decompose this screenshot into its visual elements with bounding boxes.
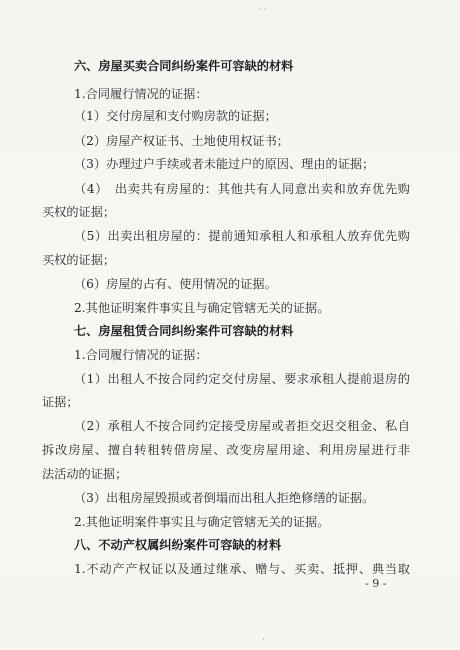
paragraph-line: （5）出卖出租房屋的：提前通知承租人和承租人放弃优先购 [74,229,410,243]
paragraph-line: 买权的证据； [42,253,116,267]
paragraph-line: （6）房屋的占有、使用情况的证据。 [74,277,277,291]
paragraph-line: （2）承租人不按合同约定接受房屋或者拒交迟交租金、私自 [74,419,410,433]
section-heading-6: 六、房屋买卖合同纠纷案件可容缺的材料 [74,59,294,73]
paragraph-line: 2.其他证明案件事实且与确定管辖无关的证据。 [74,515,330,529]
section-heading-7: 七、房屋租赁合同纠纷案件可容缺的材料 [74,324,294,338]
paragraph-line: 1.合同履行情况的证据： [74,87,208,101]
paragraph-line: （1）交付房屋和支付购房款的证据； [74,109,277,123]
scan-marks-bottom: · [262,635,265,645]
scan-marks-top: · · [258,5,267,15]
paragraph-line: （2）房屋产权证书、土地使用权证书； [74,134,289,148]
paragraph-line: （3）出租房屋毁损或者倒塌而出租人拒绝修缮的证据。 [74,491,375,505]
paragraph-line: 1.合同履行情况的证据： [74,348,208,362]
paragraph-line: 拆改房屋、擅自转租转借房屋、改变房屋用途、利用房屋进行非 [42,443,410,457]
paragraph-line: （4） 出卖共有房屋的：其他共有人同意出卖和放弃优先购 [74,182,410,196]
paragraph-line: 买权的证据； [42,205,116,219]
paragraph-line: （1）出租人不按合同约定交付房屋、要求承租人提前退房的 [74,372,410,386]
paragraph-line: 证据； [42,395,79,409]
paragraph-line: 2.其他证明案件事实且与确定管辖无关的证据。 [74,301,330,315]
page-number: - 9 - [365,577,387,590]
section-heading-8: 八、不动产权属纠纷案件可容缺的材料 [74,538,282,552]
paragraph-line: 法活动的证据； [42,467,128,481]
paragraph-line: （3）办理过户手续或者未能过户的原因、理由的证据； [74,157,375,171]
paragraph-line: 1.不动产产权证以及通过继承、赠与、买卖、抵押、典当取 [74,562,410,576]
